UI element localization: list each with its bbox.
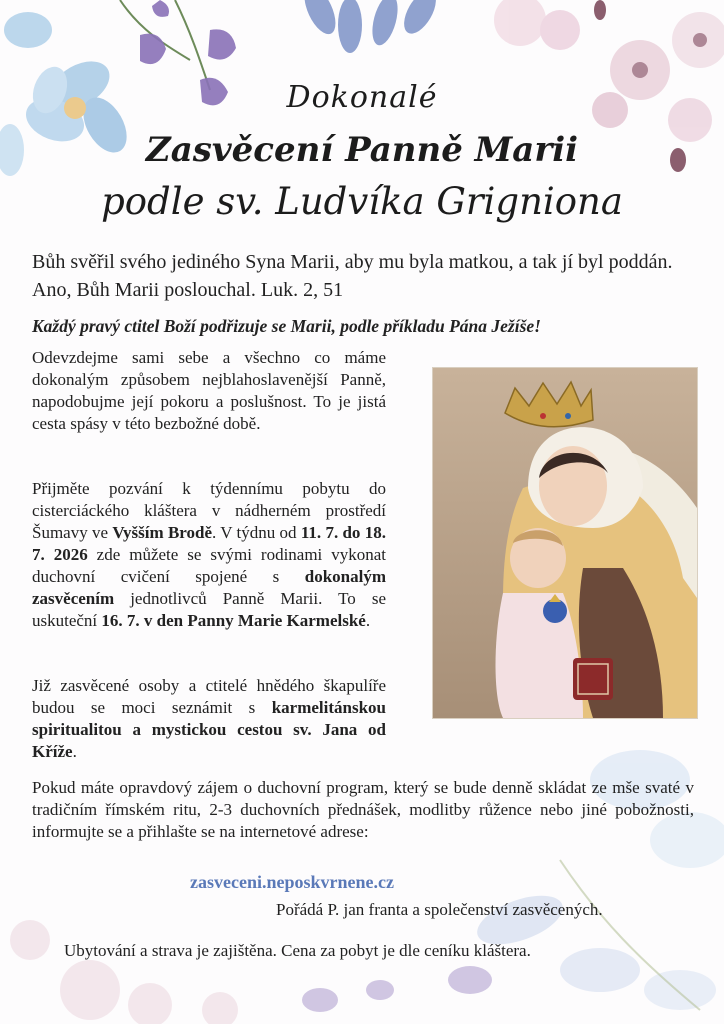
paragraph-3 [32,675,386,763]
organizer-line: Pořádá P. jan franta a společenství zasvěcených. [276,900,603,919]
paragraph-1: Odevzdejme sami sebe a všechno co máme dokonalým způsobem nejblahoslavenější Panně, napodobujme její pokoru a poslušnost. To je jistá cesta spásy v této bezbožné době. [32,348,386,433]
paragraph-4: Pokud máte opravdový zájem o duchovní program, který se bude denně skládat ze mše svaté v tradičním římském ritu, 2-3 duchovních přednášek, modlitby růžence nebo jiné pobožnosti, informujte se a přihlašte se na internetové adrese: [32,778,694,841]
feast-date: 16. 7. v den Panny Marie Karmelské [101,611,366,630]
paragraph-2-text-b: . V týdnu od [212,523,301,542]
title-line-1: Dokonalé [286,80,438,115]
paragraph-3-text-b: . [72,742,77,761]
intro-quote: Bůh svěřil svého jediného Syna Marii, aby mu byla matkou, a tak jí byl poddán. Ano, Bůh Marii poslouchal. Luk. 2, 51 [32,251,673,301]
website-link[interactable]: zasveceni.neposkvrnene.cz [190,872,394,892]
title-line-2: Zasvěcení Panně Marii [145,130,579,170]
paragraph-3-text-a: Již zasvěcené osoby a ctitelé hnědého škapulíře budou se moci seznámit s [32,676,386,717]
title-line-3: podle sv. Ludvíka Grigniona [101,180,623,223]
madonna-statue-photo [432,367,698,719]
accommodation-line: Ubytování a strava je zajištěna. Cena za pobyt je dle ceníku kláštera. [64,941,531,960]
carmelite-phrase: karmelitánskou spiritualitou a mystickou cestou sv. Jana od Kříže [32,698,386,761]
pink-flower-icon [10,920,238,1024]
paragraph-2-text-d: jednotlivců Panně Marii. To se uskuteční [32,589,386,630]
pink-flower-icon [494,0,724,142]
paragraph-2-text-e: . [365,611,371,630]
paragraph-2-text-a: Přijměte pozvání k týdennímu pobytu do cisterciáckého kláštera v nádherném prostředí Šumavy ve [32,479,386,542]
paragraph-2-text-c: zde můžete se svými rodinami vykonat duchovní cvičení spojené s [32,545,387,586]
event-dates: 11. 7. do 18. 7. 2026 [32,523,386,564]
blue-leaves-icon [298,0,442,53]
motto: Každý pravý ctitel Boží podřizuje se Marii, podle příkladu Pána Ježíše! [32,316,541,336]
purple-flower-icon [302,966,492,1012]
consecration-phrase: dokonalým zasvěcením [32,567,386,608]
place-name: Vyšším Brodě [112,523,213,542]
paragraph-2 [32,478,386,632]
